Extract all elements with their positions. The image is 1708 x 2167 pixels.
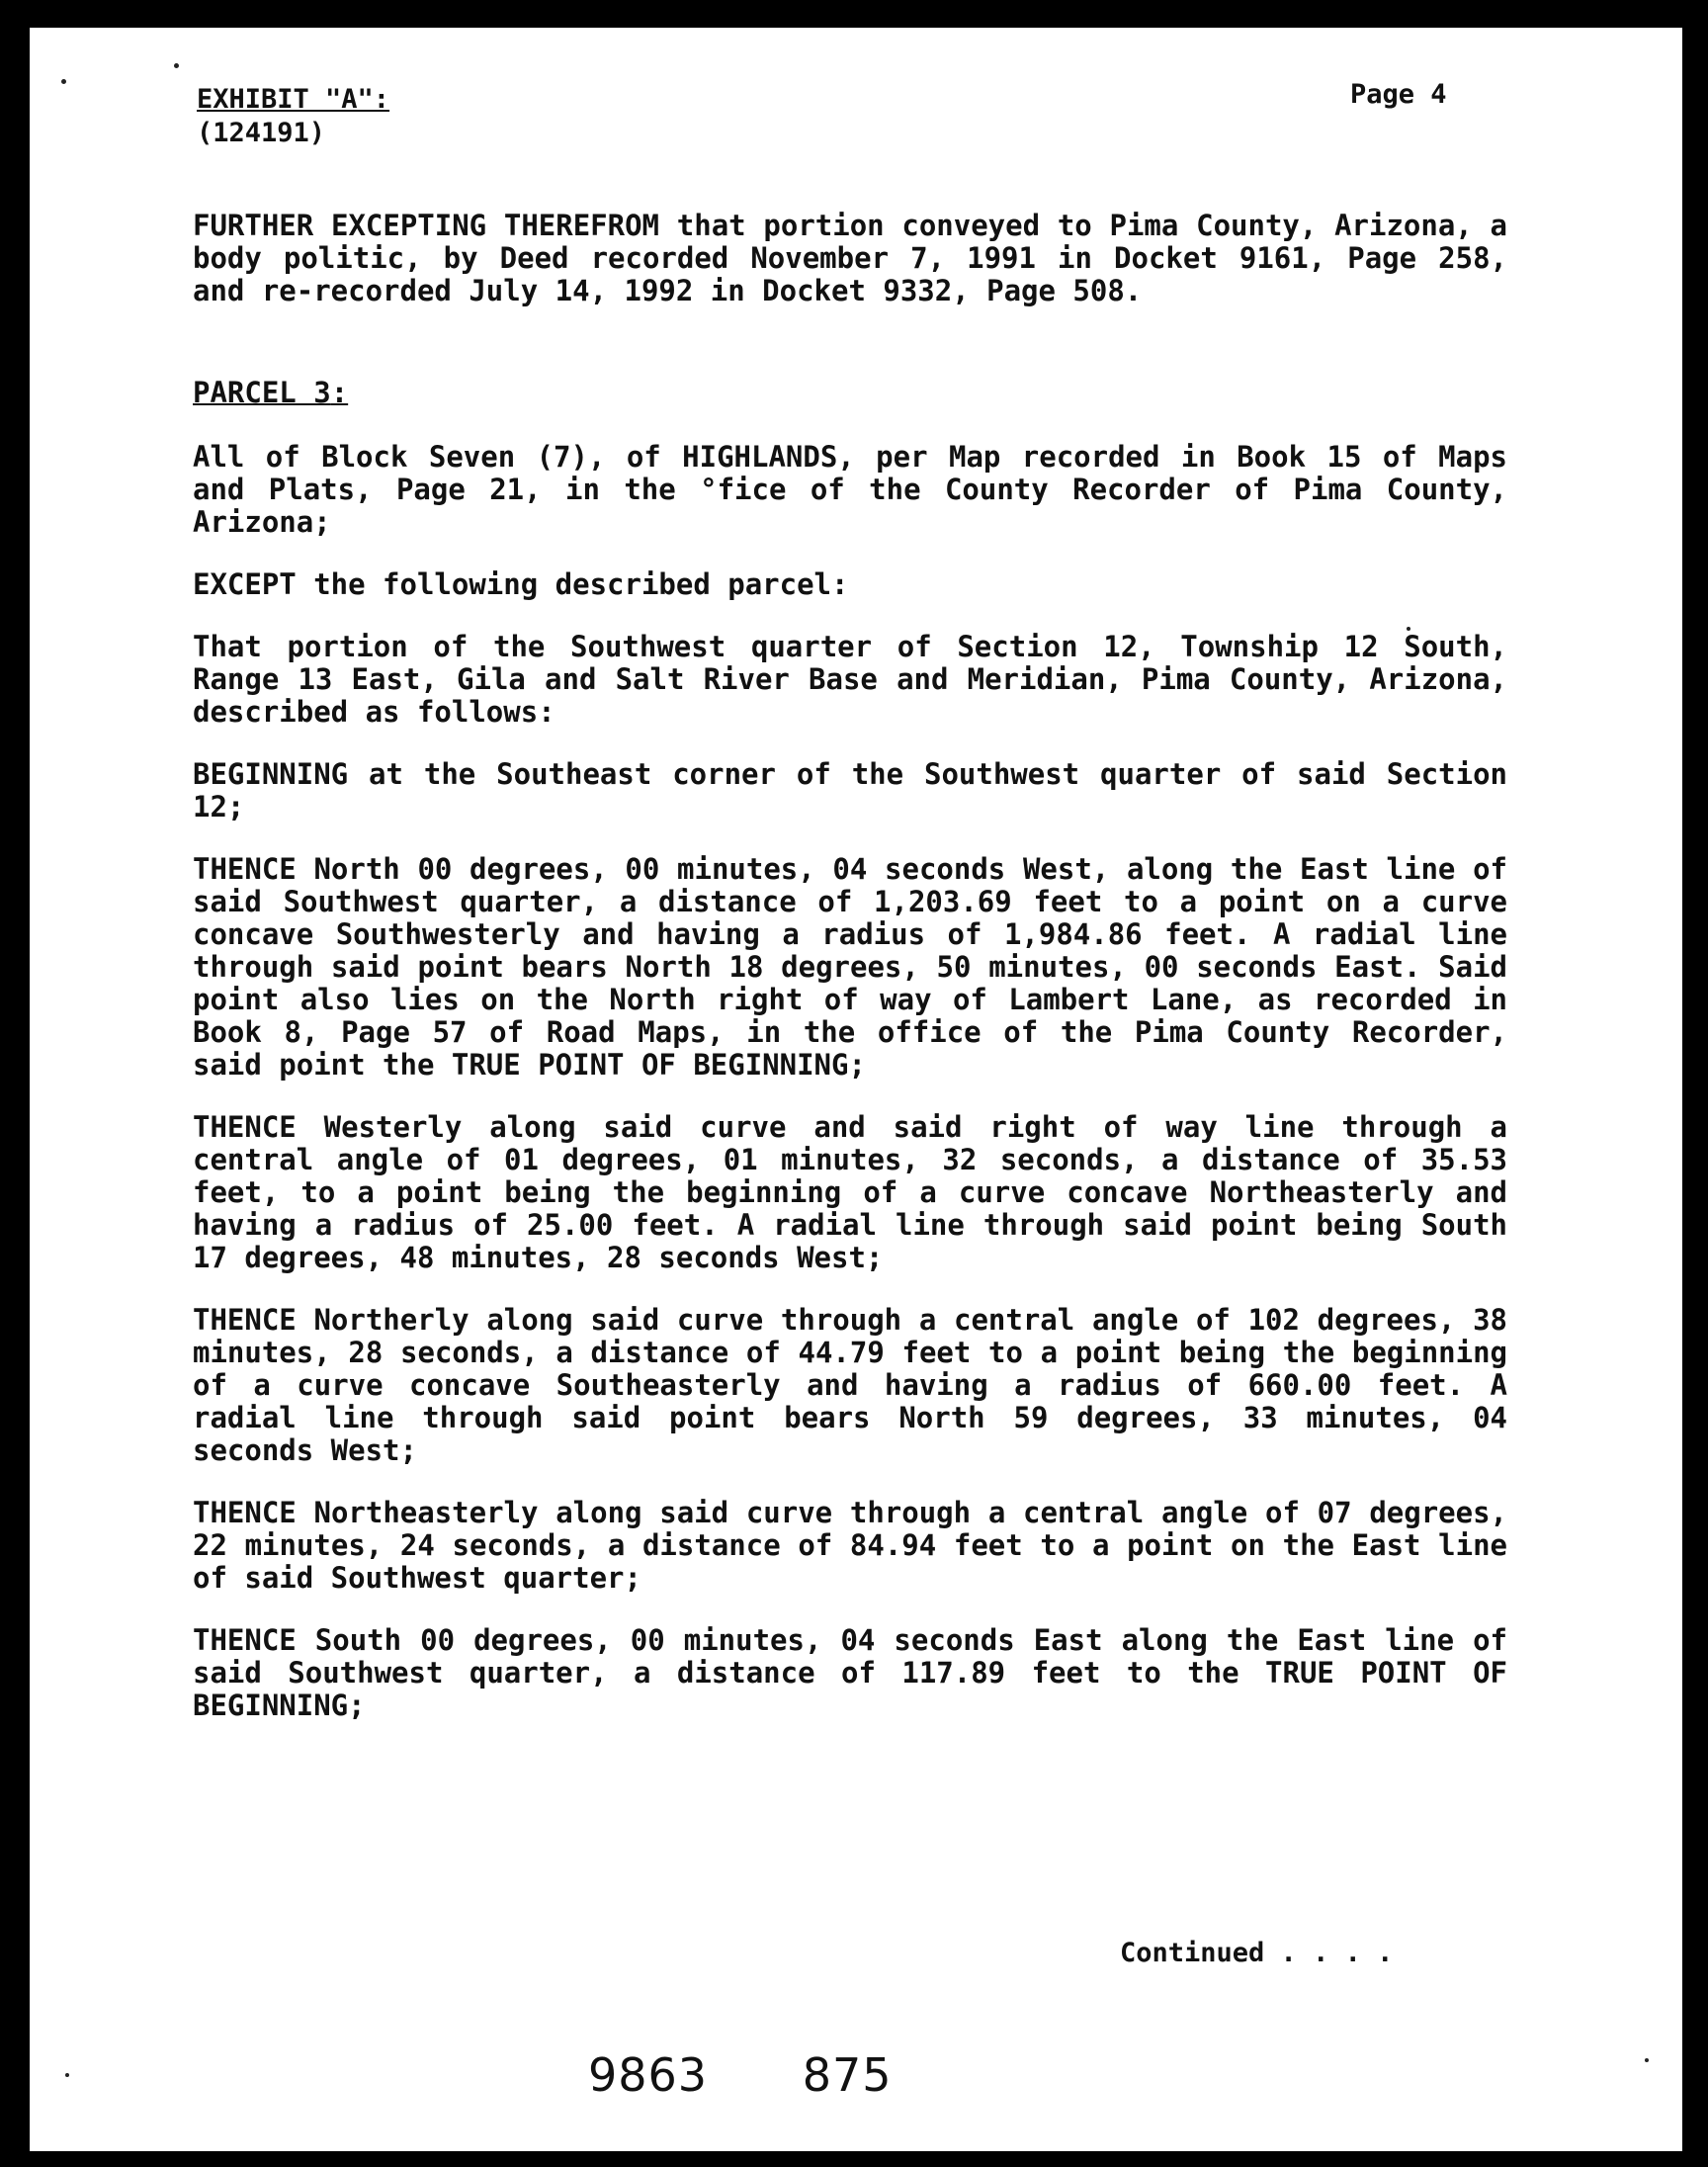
parcel-heading-text: PARCEL 3 bbox=[193, 376, 331, 409]
paragraph-portion: That portion of the Southwest quarter of Section 12, Township 12 South, Range 13 East, Gila and Salt River Base and Meridian, Pima County, Arizona, described as follows: bbox=[193, 630, 1507, 729]
exhibit-label: EXHIBIT "A": bbox=[197, 84, 390, 115]
paragraph-thence-northeasterly: THENCE Northeasterly along said curve through a central angle of 07 degrees, 22 minutes, 24 seconds, a distance of 84.94 feet to a point on the East line of said Southwest quarter; bbox=[193, 1496, 1507, 1595]
paragraph-further-excepting: FURTHER EXCEPTING THEREFROM that portion conveyed to Pima County, Arizona, a body politic, by Deed recorded November 7, 1991 in Docket 9161, Page 258, and re-recorded July 14, 1992 in Docket 9332, Page 508. bbox=[193, 209, 1507, 307]
exhibit-number: (124191) bbox=[197, 118, 326, 148]
docket-number: 9863 bbox=[588, 2048, 709, 2102]
scan-speck bbox=[174, 63, 179, 68]
parcel-heading bbox=[193, 377, 1507, 409]
exhibit-header bbox=[197, 83, 389, 150]
paragraph-block-seven: All of Block Seven (7), of HIGHLANDS, per Map recorded in Book 15 of Maps and Plats, Page 21, in the °fice of the County Recorder of Pima County, Arizona; bbox=[193, 440, 1507, 539]
scan-speck bbox=[61, 79, 66, 84]
continued-label: Continued . . . . bbox=[1120, 1938, 1394, 1968]
parcel-heading-colon: : bbox=[330, 376, 349, 409]
paragraph-beginning: BEGINNING at the Southeast corner of the Southwest quarter of said Section 12; bbox=[193, 757, 1507, 823]
scan-speck bbox=[1645, 2058, 1649, 2062]
stamp-page-number: 875 bbox=[802, 2048, 893, 2102]
paragraph-thence-northerly: THENCE Northerly along said curve through a central angle of 102 degrees, 38 minutes, 28 seconds, a distance of 44.79 feet to a point being the beginning of a curve concave Southeasterly and having a radius of 660.00 feet. A radial line through said point bears North 59 degrees, 33 minutes, 04 seconds West; bbox=[193, 1303, 1507, 1467]
paragraph-thence-westerly: THENCE Westerly along said curve and said right of way line through a central angle of 01 degrees, 01 minutes, 32 seconds, a distance of 35.53 feet, to a point being the beginning of a curve concave Northeasterly and having a radius of 25.00 feet. A radial line through said point being South 17 degrees, 48 minutes, 28 seconds West; bbox=[193, 1110, 1507, 1274]
paragraph-thence-north: THENCE North 00 degrees, 00 minutes, 04 seconds West, along the East line of said Southwest quarter, a distance of 1,203.69 feet to a point on a curve concave Southwesterly and having a radius of 1,984.86 feet. A radial line through said point bears North 18 degrees, 50 minutes, 00 seconds East. Said point also lies on the North right of way of Lambert Lane, as recorded in Book 8, Page 57 of Road Maps, in the office of the Pima County Recorder, said point the TRUE POINT OF BEGINNING; bbox=[193, 852, 1507, 1082]
paragraph-except: EXCEPT the following described parcel: bbox=[193, 567, 849, 601]
page-label: Page 4 bbox=[1350, 79, 1447, 110]
scan-speck bbox=[65, 2073, 69, 2077]
document-body bbox=[193, 210, 1507, 1752]
recording-stamp bbox=[588, 2048, 893, 2102]
paragraph-thence-south: THENCE South 00 degrees, 00 minutes, 04 seconds East along the East line of said Southwest quarter, a distance of 117.89 feet to the TRUE POINT OF BEGINNING; bbox=[193, 1623, 1507, 1722]
